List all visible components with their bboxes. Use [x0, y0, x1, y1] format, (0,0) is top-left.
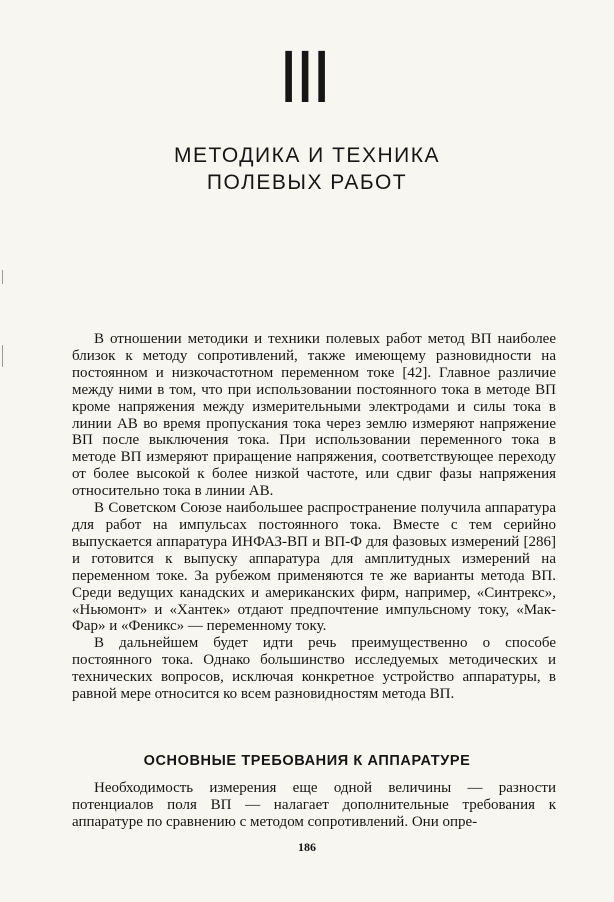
page-number: 186 — [298, 840, 316, 854]
paragraph-3: В дальнейшем будет идти речь преимущественно о способе постоянного тока. Однако большинство исследуемых методических и технических вопросов, исключая конкретное устройство аппаратуры, в равной мере относится ко всем разновидностям метода ВП. — [72, 635, 556, 703]
section-heading: ОСНОВНЫЕ ТРЕБОВАНИЯ К АППАРАТУРЕ — [143, 753, 471, 769]
paragraph-2: В Советском Союзе наибольшее распространение получила аппаратура для работ на импульсах постоянного тока. Вместе с тем серийно выпускается аппаратура ИНФАЗ-ВП и ВП-Ф для фазовых измерений [286] и готовится к выпуску аппаратура для амплитудных измерений на переменном токе. За рубежом применяются те же варианты метода ВП. Среди ведущих канадских и американских фирм, например, «Синтрекс», «Ньюмонт» и «Хантек» отдают предпочтение импульсному току, «Мак-Фар» и «Феникс» — переменному току. — [72, 500, 556, 635]
chapter-title — [0, 142, 614, 196]
chapter-number: III — [282, 35, 332, 118]
paragraph-1: В отношении методики и техники полевых работ метод ВП наиболее близок к методу сопротивлений, также имеющему разновидности на постоянном и низкочастотном переменном токе [42]. Главное различие между ними в том, что при использовании постоянного тока в методе ВП кроме напряжения между измерительными электродами и силы тока в линии AB во время пропускания тока через землю измеряют напряжение ВП после выключения тока. При использовании переменного тока в методе ВП измеряют приращение напряжения, соответствующее переходу от более высокой к более низкой частоте, или сдвиг фазы напряжения относительно тока в линии AB. — [72, 331, 556, 500]
scan-edge-mark — [2, 270, 3, 284]
chapter-title-line-1: МЕТОДИКА И ТЕХНИКА — [174, 144, 440, 167]
section-paragraph: Необходимость измерения еще одной величины — разности потенциалов поля ВП — налагает дополнительные требования к аппаратуре по сравнению с методом сопротивлений. Они опре- — [72, 780, 556, 831]
chapter-title-line-2: ПОЛЕВЫХ РАБОТ — [206, 171, 408, 194]
scan-edge-mark — [2, 345, 3, 367]
section-body — [72, 780, 556, 832]
body-text — [72, 331, 556, 703]
